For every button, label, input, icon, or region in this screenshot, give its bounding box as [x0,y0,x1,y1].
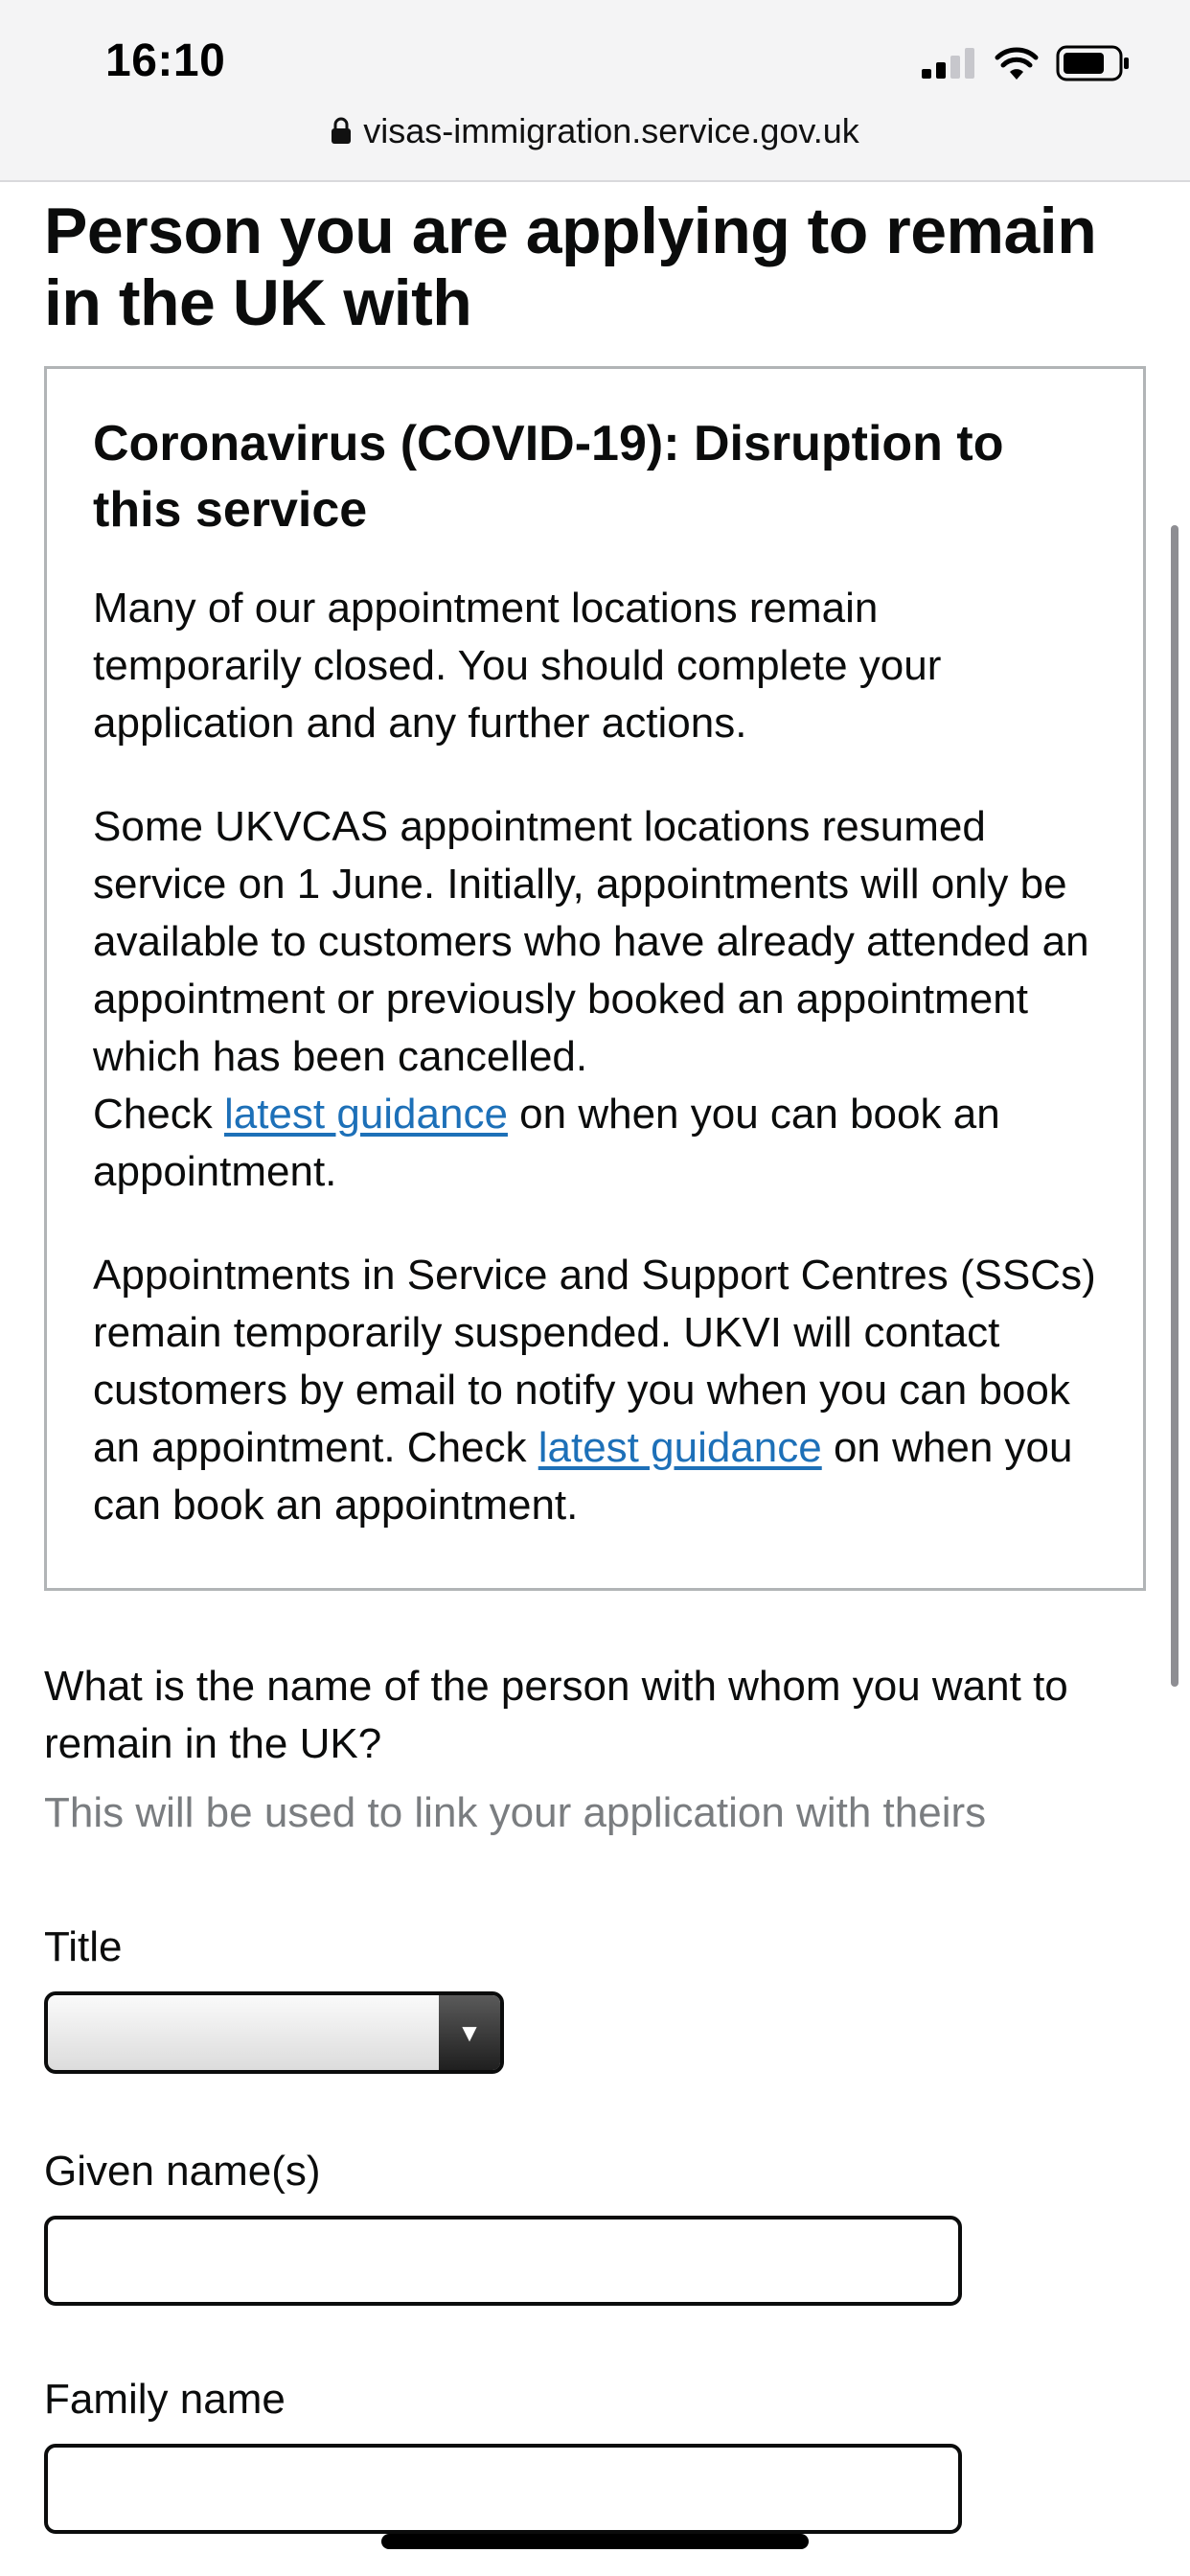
browser-chrome [0,0,1190,182]
status-icons [922,44,1131,82]
dropdown-arrow-icon[interactable]: ▼ [439,1995,500,2070]
covid-notice [44,366,1146,1591]
family-name-label: Family name [44,2376,286,2423]
lock-icon [331,117,352,144]
page-title: Person you are applying to remain in the UK with [44,195,1097,339]
given-name-label: Given name(s) [44,2148,321,2195]
notice-paragraph-3 [93,1247,1097,1534]
cellular-signal-icon [922,48,977,79]
notice-paragraph-2-text: Some UKVCAS appointment locations resumed service on 1 June. Initially, appointments will only be available to customers who have already attended an appointment or previously booked an appointment which has been cancelled. [93,803,1089,1080]
name-question: What is the name of the person with whom you want to remain in the UK? [44,1663,1068,1767]
url-text: visas-immigration.service.gov.uk [363,111,859,150]
home-indicator[interactable] [381,2534,809,2549]
notice-paragraph-2 [93,798,1097,1201]
battery-icon [1056,45,1131,81]
latest-guidance-link-2[interactable]: latest guidance [538,1424,822,1471]
name-hint: This will be used to link your application with theirs [44,1789,987,1836]
family-name-input[interactable] [44,2444,962,2534]
notice-paragraph-2-check: Check [93,1091,224,1138]
title-select[interactable] [44,1991,504,2074]
notice-paragraph-3-text: Appointments in Service and Support Centres (SSCs) remain temporarily suspended. UKVI will contact customers by email to notify you when you can book an appointment. Check [93,1252,1096,1471]
wifi-icon [995,47,1039,80]
address-bar[interactable] [0,111,1190,151]
given-name-input[interactable] [44,2216,962,2306]
main-content [44,180,1146,2534]
latest-guidance-link-1[interactable]: latest guidance [223,1091,508,1138]
notice-paragraph-2-after: on when you can book an appointment. [93,1091,1000,1195]
notice-title: Coronavirus (COVID-19): Disruption to this service [93,416,1004,538]
notice-paragraph-1: Many of our appointment locations remain temporarily closed. You should complete your application and any further actions. [93,585,942,747]
notice-paragraph-3-after: on when you can book an appointment. [93,1424,1073,1529]
title-label: Title [44,1923,123,1970]
status-time: 16:10 [105,35,226,86]
scroll-indicator[interactable] [1171,525,1179,1687]
